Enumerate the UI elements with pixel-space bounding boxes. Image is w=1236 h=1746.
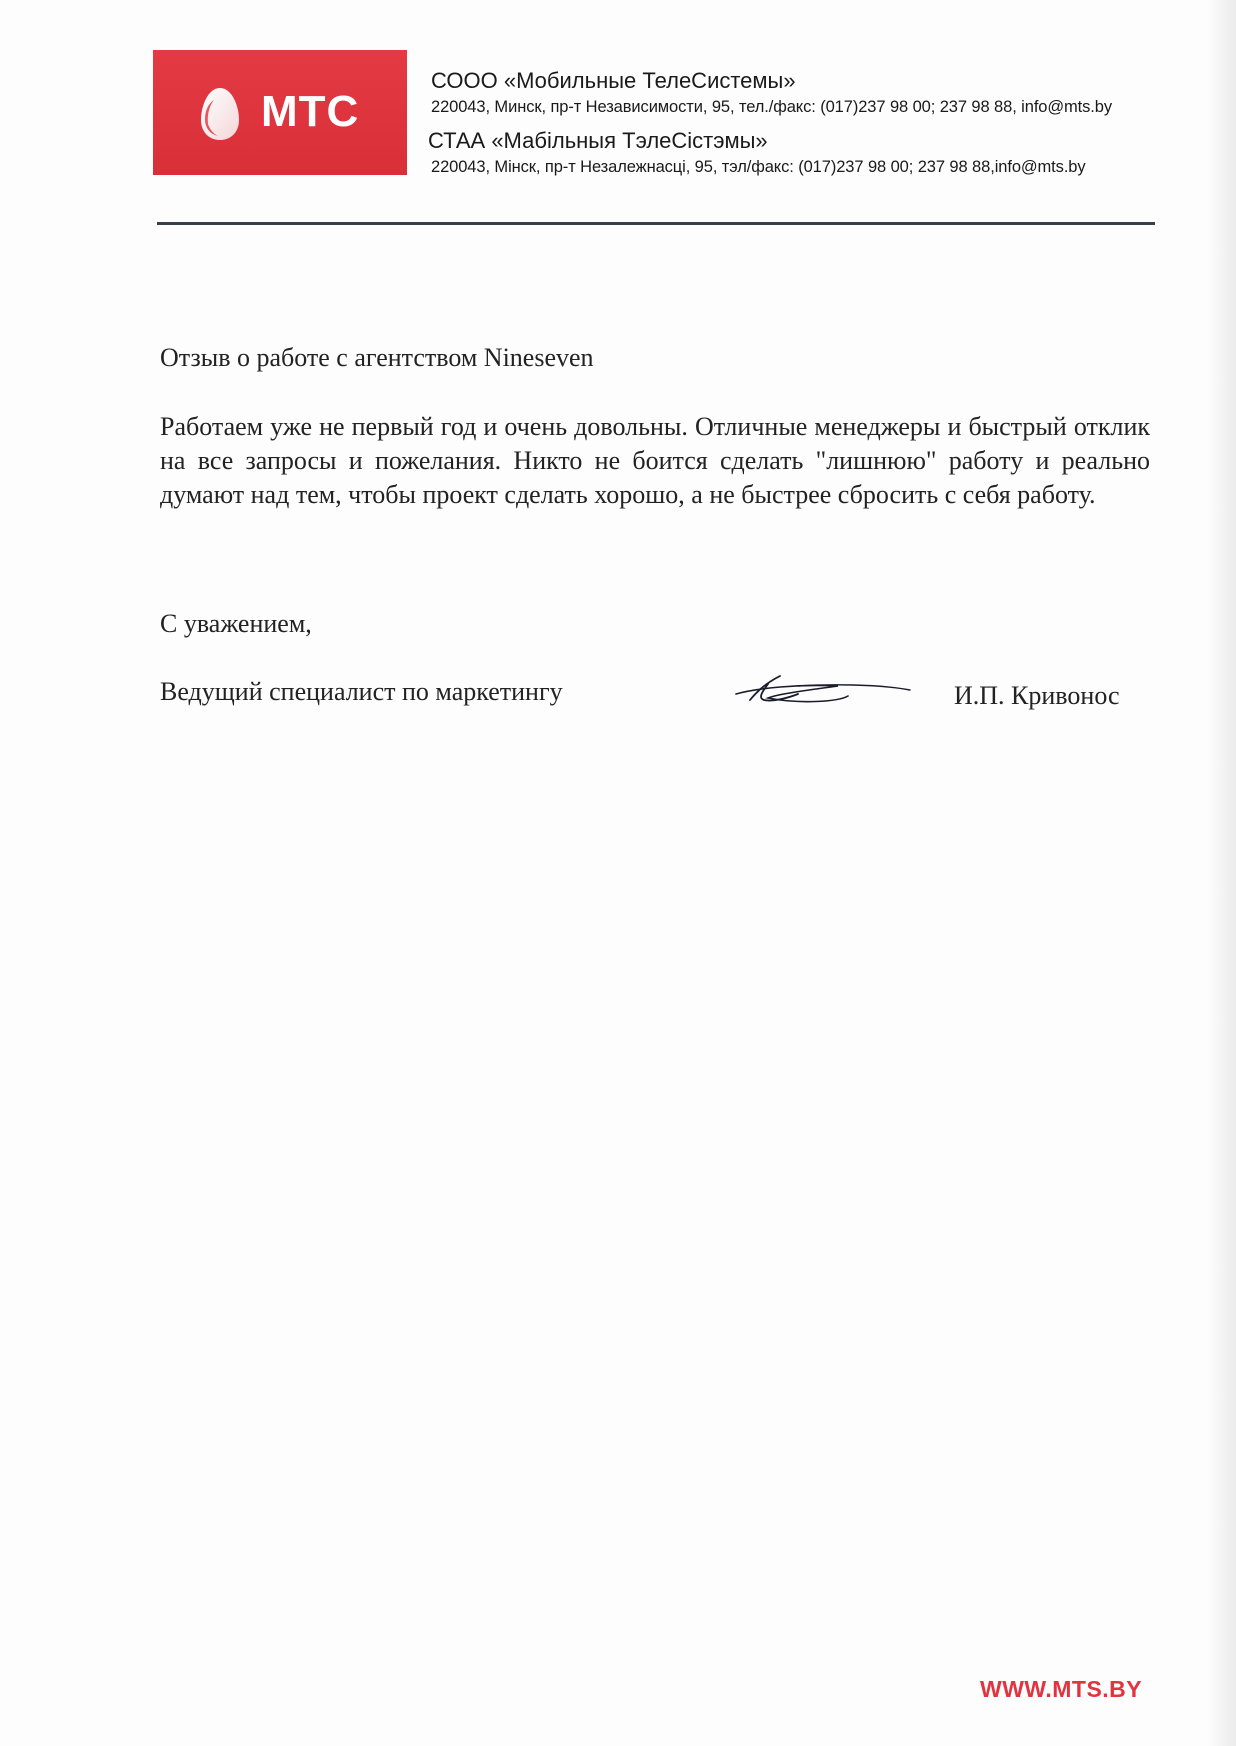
letter-body: Работаем уже не первый год и очень довольны. Отличные менеджеры и быстрый отклик на все запросы и пожелания. Никто не боится сделать "лишнюю" работу и реально думают над тем, чтобы проект сделать хорошо, а не быстрее сбросить с себя работу. [160,412,1150,509]
letter-title: Отзыв о работе с агентством Nineseven [160,343,594,372]
header-divider [157,222,1155,225]
handwritten-signature [728,664,914,714]
scan-edge-shadow [1208,0,1236,1746]
mts-logo [153,50,407,175]
signer-name: И.П. Кривонос [954,681,1120,710]
company-address-ru: 220043, Минск, пр-т Независимости, 95, тел./факс: (017)237 98 00; 237 98 88, info@mts.by [431,98,1113,116]
footer-website: WWW.MTS.BY [980,1676,1143,1702]
company-name-ru: СООО «Мобильные ТелеСистемы» [431,68,796,93]
closing-phrase: С уважением, [160,609,312,638]
logo-wordmark: МТС [261,87,360,136]
company-address-by: 220043, Мінск, пр-т Незалежнасці, 95, тэл/факс: (017)237 98 00; 237 98 88,info@mts.by [431,158,1086,176]
egg-logo-icon [198,86,242,142]
signer-position: Ведущий специалист по маркетингу [160,677,563,706]
company-name-by: СТАА «Мабільныя ТэлеСістэмы» [428,128,768,153]
